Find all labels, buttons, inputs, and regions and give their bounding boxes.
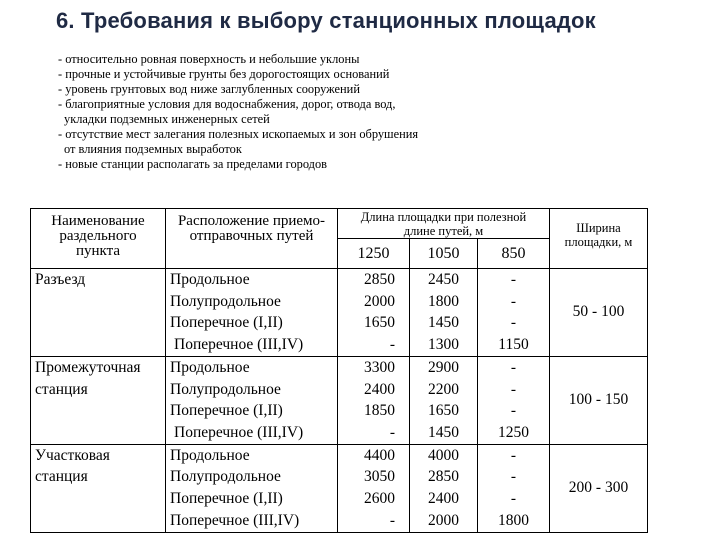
location: Поперечное (I,II) — [170, 314, 283, 332]
row-name-cell — [31, 269, 166, 357]
location: Поперечное (III,IV) — [174, 336, 304, 354]
station-type: Разъезд — [35, 271, 86, 288]
location: Поперечное (I,II) — [170, 402, 283, 420]
station-type: станция — [35, 468, 88, 486]
value: - — [510, 490, 517, 508]
len-1050-cell — [410, 356, 478, 444]
len-850-cell — [478, 269, 550, 357]
location: Поперечное (III,IV) — [174, 423, 304, 441]
requirement-item-continuation: от влияния подземных выработок — [64, 142, 242, 156]
value: 1650 — [364, 314, 395, 332]
value: - — [510, 468, 517, 486]
value: 2200 — [428, 380, 459, 398]
value: 1450 — [428, 314, 459, 332]
value: - — [510, 292, 517, 310]
value: - — [510, 380, 517, 398]
requirements-list — [58, 52, 418, 172]
len-850-cell — [478, 356, 550, 444]
location: Полупродольное — [170, 380, 281, 398]
value: 4000 — [428, 446, 459, 464]
requirement-item: - благоприятные условия для водоснабжения, дорог, отвода вод, — [58, 97, 396, 111]
header-len-1250: 1250 — [338, 239, 410, 269]
width-cell: 50 - 100 — [550, 269, 648, 357]
value: 3300 — [364, 358, 395, 376]
value: 2850 — [428, 468, 459, 486]
value: 1450 — [428, 423, 459, 441]
location: Продольное — [170, 358, 250, 376]
requirement-item: - новые станции располагать за пределами городов — [58, 157, 328, 171]
value: - — [389, 511, 395, 529]
page-title: 6. Требования к выбору станционных площадок — [56, 8, 596, 33]
value: 2900 — [428, 358, 459, 376]
requirement-item: - отсутствие мест залегания полезных ископаемых и зон обрушения — [58, 127, 419, 141]
value: 4400 — [364, 446, 395, 464]
header-len-850: 850 — [478, 239, 550, 269]
value: - — [510, 358, 517, 376]
requirement-item: - прочные и устойчивые грунты без дорогостоящих оснований — [58, 67, 390, 81]
len-1050-cell — [410, 444, 478, 532]
value: 2850 — [364, 271, 395, 288]
value: - — [510, 271, 517, 288]
location: Продольное — [170, 271, 250, 288]
location: Поперечное (I,II) — [170, 490, 283, 508]
header-location: Расположение приемо-отправочных путей — [166, 209, 338, 269]
value: 2000 — [428, 511, 459, 529]
len-850-cell — [478, 444, 550, 532]
len-1250-cell — [338, 356, 410, 444]
value: 1250 — [498, 423, 529, 441]
len-1250-cell — [338, 444, 410, 532]
location-cell — [166, 269, 338, 357]
width-cell: 100 - 150 — [550, 356, 648, 444]
location-cell — [166, 356, 338, 444]
row-name-cell — [31, 444, 166, 532]
location: Продольное — [170, 446, 250, 464]
station-type: Участковая — [35, 446, 110, 464]
row-name-cell — [31, 356, 166, 444]
value: - — [510, 314, 517, 332]
value: - — [510, 446, 517, 464]
station-type: станция — [35, 380, 88, 398]
location: Поперечное (III,IV) — [170, 511, 300, 529]
value: - — [389, 423, 395, 441]
location: Полупродольное — [170, 292, 281, 310]
len-1250-cell — [338, 269, 410, 357]
value: 3050 — [364, 468, 395, 486]
value: - — [389, 336, 395, 354]
station-type: Промежуточная — [35, 358, 141, 376]
value: 2400 — [364, 380, 395, 398]
requirement-item: - уровень грунтовых вод ниже заглубленных сооружений — [58, 82, 360, 96]
requirement-item: - относительно ровная поверхность и небольшие уклоны — [58, 52, 360, 66]
header-width: Ширина площадки, м — [550, 209, 648, 269]
value: 1850 — [364, 402, 395, 420]
location-cell — [166, 444, 338, 532]
len-1050-cell — [410, 269, 478, 357]
station-sites-table — [30, 208, 648, 533]
value: 1300 — [428, 336, 459, 354]
header-len-1050: 1050 — [410, 239, 478, 269]
value: 1800 — [498, 511, 529, 529]
value: 2000 — [364, 292, 395, 310]
width-cell: 200 - 300 — [550, 444, 648, 532]
value: 1800 — [428, 292, 459, 310]
value: - — [510, 402, 517, 420]
value: 2400 — [428, 490, 459, 508]
value: 1650 — [428, 402, 459, 420]
location: Полупродольное — [170, 468, 281, 486]
value: 2600 — [364, 490, 395, 508]
header-length-group: Длина площадки при полезной длине путей, м — [338, 209, 550, 239]
value: 2450 — [428, 271, 459, 288]
value: 1150 — [498, 336, 529, 354]
requirement-item-continuation: укладки подземных инженерных сетей — [64, 112, 270, 126]
header-name: Наименование раздельного пункта — [31, 209, 166, 269]
